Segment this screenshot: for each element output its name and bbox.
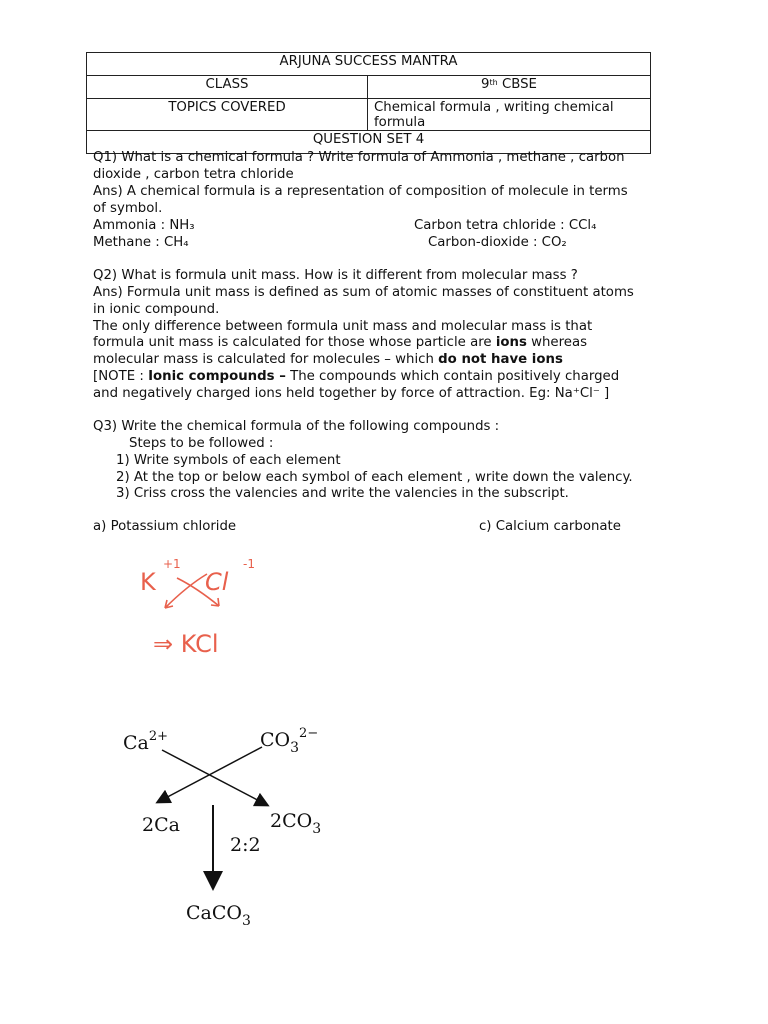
scheme-left-result: 2Ca: [142, 814, 180, 836]
q2-answer-line2: in ionic compound.: [93, 302, 220, 317]
question-set-label: QUESTION SET 4: [87, 131, 651, 154]
q3-step-3: 3) Criss cross the valencies and write the valencies in the subscript.: [116, 486, 569, 501]
q2-difference-line1: The only difference between formula unit mass and molecular mass is that: [93, 319, 593, 334]
header-table: [86, 52, 651, 154]
class-label: CLASS: [87, 76, 368, 99]
co2-formula: Carbon-dioxide : CO₂: [428, 235, 567, 250]
topics-value: Chemical formula , writing chemical formula: [368, 99, 651, 131]
q2-note-line1: [NOTE : Ionic compounds – The compounds which contain positively charged: [93, 369, 620, 384]
q2-difference-line3: molecular mass is calculated for molecules – which do not have ions: [93, 352, 563, 367]
scheme-right-result: $2CO_3$: [270, 810, 322, 837]
scheme-product: CaCO$_3$: [186, 902, 251, 929]
q1-answer-line2: of symbol.: [93, 201, 163, 216]
scheme-ca: $Ca^{2+}$: [123, 729, 169, 754]
header-title: ARJUNA SUCCESS MANTRA: [87, 53, 651, 76]
topics-label: TOPICS COVERED: [87, 99, 368, 131]
hand-cl: Cl: [205, 568, 229, 596]
methane-formula: Methane : CH₄: [93, 235, 189, 250]
hand-k: K: [140, 568, 156, 596]
calcium-carbonate-scheme: [110, 715, 350, 935]
hand-cl-valency: -1: [243, 557, 255, 571]
q1-answer-line1: Ans) A chemical formula is a representation of composition of molecule in terms: [93, 184, 628, 199]
q3-step-1: 1) Write symbols of each element: [116, 453, 341, 468]
hand-arrow-left: [165, 574, 207, 608]
q3-steps-title: Steps to be followed :: [129, 436, 274, 451]
ccl4-formula: Carbon tetra chloride : CCl₄: [414, 218, 597, 233]
scheme-co3: $CO_3^{2-}$: [260, 726, 319, 756]
q2-answer-line1: Ans) Formula unit mass is defined as sum of atomic masses of constituent atoms: [93, 285, 634, 300]
hand-result: ⇒ KCl: [153, 630, 219, 658]
scheme-arrow-ca: [162, 750, 267, 805]
q2-difference-line2: formula unit mass is calculated for those whose particle are ions whereas: [93, 335, 588, 350]
q1-question-line1: Q1) What is a chemical formula ? Write formula of Ammonia , methane , carbon: [93, 150, 625, 165]
ammonia-formula: Ammonia : NH₃: [93, 218, 195, 233]
q2-note-line2: and negatively charged ions held together by force of attraction. Eg: Na⁺Cl⁻ ]: [93, 386, 610, 401]
class-value: 9th CBSE: [368, 76, 651, 99]
q2-question: Q2) What is formula unit mass. How is it different from molecular mass ?: [93, 268, 578, 283]
hand-k-valency: +1: [163, 557, 181, 571]
q3-part-c: c) Calcium carbonate: [479, 519, 621, 534]
scheme-ratio: 2:2: [230, 834, 261, 856]
q3-part-a: a) Potassium chloride: [93, 519, 237, 534]
q3-question: Q3) Write the chemical formula of the following compounds :: [93, 419, 500, 434]
handwritten-kcl-working: [135, 548, 275, 668]
q1-question-line2: dioxide , carbon tetra chloride: [93, 167, 294, 182]
q3-step-2: 2) At the top or below each symbol of each element , write down the valency.: [116, 470, 633, 485]
